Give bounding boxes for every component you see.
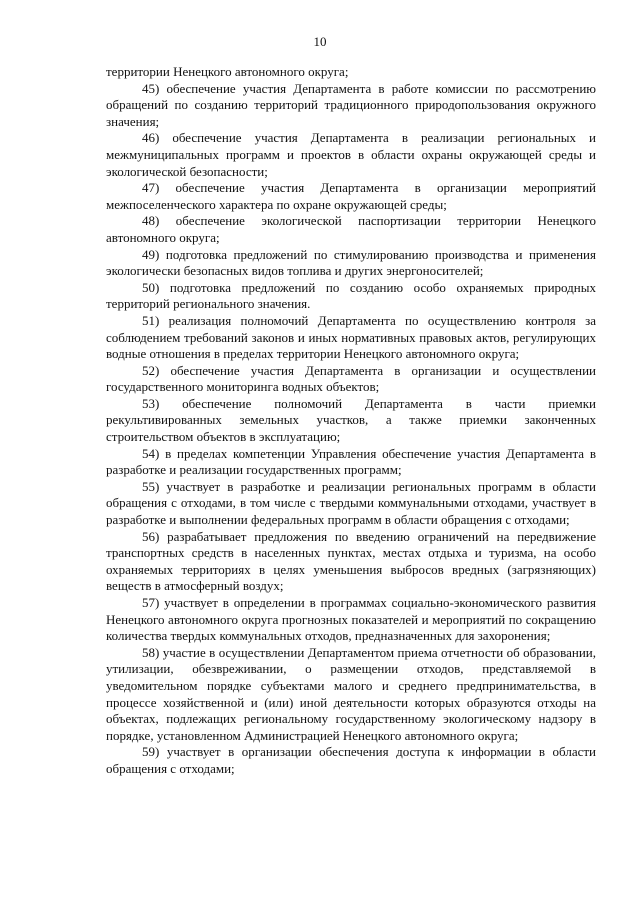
document-body <box>106 64 596 778</box>
paragraph-item-49: 49) подготовка предложений по стимулированию производства и применения экологически безопасных видов топлива и других энергоносителей; <box>106 246 596 279</box>
page-number: 10 <box>313 34 327 49</box>
paragraph-item-54: 54) в пределах компетенции Управления обеспечение участия Департамента в разработке и реализации государственных программ; <box>106 445 596 478</box>
paragraph-item-46: 46) обеспечение участия Департамента в реализации региональных и межмуниципальных программ и проектов в области охраны окружающей среды и экологической безопасности; <box>106 130 596 179</box>
paragraph-continuation: территории Ненецкого автономного округа; <box>106 64 349 79</box>
paragraph-item-57: 57) участвует в определении в программах социально-экономического развития Ненецкого автономного округа прогнозных показателей и мероприятий по сокращению количества твердых коммунальных отходов, предназначенных для захоронения; <box>106 595 596 644</box>
paragraph-item-50: 50) подготовка предложений по созданию особо охраняемых природных территорий регионального значения. <box>106 279 596 312</box>
paragraph-item-59: 59) участвует в организации обеспечения доступа к информации в области обращения с отходами; <box>106 744 596 776</box>
paragraph-item-47: 47) обеспечение участия Департамента в организации мероприятий межпоселенческого характера по охране окружающей среды; <box>106 180 596 212</box>
paragraph-item-53: 53) обеспечение полномочий Департамента в части приемки рекультивированных земельных участков, а также приемки законченных строительством объектов в эксплуатацию; <box>106 395 596 445</box>
paragraph-item-52: 52) обеспечение участия Департамента в организации и осуществлении государственного мониторинга водных объектов; <box>106 362 596 395</box>
paragraph-item-48: 48) обеспечение экологической паспортизации территории Ненецкого автономного округа; <box>106 213 596 245</box>
paragraph-item-55: 55) участвует в разработке и реализации региональных программ в области обращения с отходами, в том числе с твердыми коммунальными отходами, участвует в разработке и выполнении федеральных программ в области обращения с отходами; <box>106 478 596 528</box>
paragraph-item-58: 58) участие в осуществлении Департаментом приема отчетности об образовании, утилизации, обезвреживании, о размещении отходов, представляемой в уведомительном порядке субъектами малого и среднего предпринимательства, в процессе хозяйственной и (или) иной деятельности которых образуются отходы на объектах, подлежащих региональному государственному экологическому надзору в порядке, установленном Администрацией Ненецкого автономного округа; <box>106 644 596 743</box>
paragraph-item-56: 56) разрабатывает предложения по введению ограничений на передвижение транспортных средств в населенных пунктах, местах отдыха и туризма, на особо охраняемых территориях в целях уменьшения выбросов вредных (загрязняющих) веществ в атмосферный воздух; <box>106 528 596 594</box>
paragraph-item-45: 45) обеспечение участия Департамента в работе комиссии по рассмотрению обращений по созданию территорий традиционного природопользования окружного значения; <box>106 80 596 129</box>
paragraph-item-51: 51) реализация полномочий Департамента по осуществлению контроля за соблюдением требований законов и иных нормативных правовых актов, регулирующих водные отношения в пределах территории Ненецкого автономного округа; <box>106 312 596 362</box>
